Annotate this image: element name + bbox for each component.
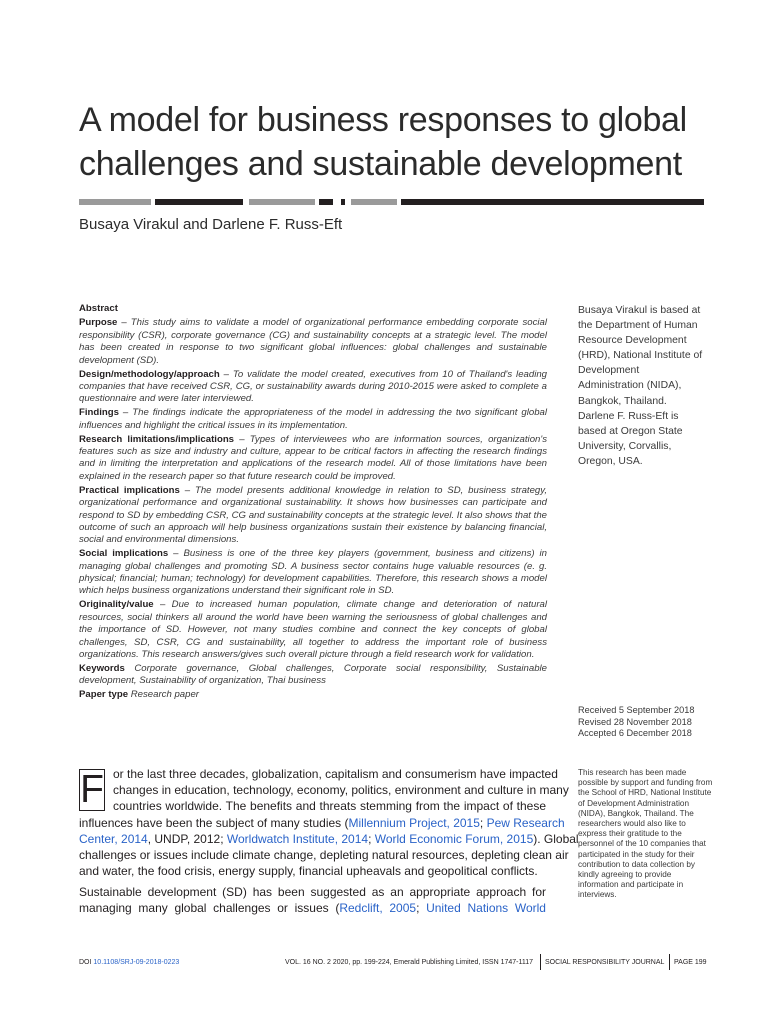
body-paragraph-2: [79, 884, 546, 916]
section-label: Paper type: [79, 689, 129, 701]
section-label: Practical implications: [79, 484, 180, 496]
text-span: ;: [368, 831, 375, 846]
abstract-design: [79, 369, 547, 406]
body-line: or the last three decades, globalization, capitalism and consumerism have impacted: [113, 767, 558, 781]
abstract-originality: [79, 599, 547, 661]
publication-dates: [578, 705, 703, 740]
text-span: ;: [416, 901, 427, 916]
footer-volume: VOL. 16 NO. 2 2020, pp. 199-224, Emerald Publishing Limited, ISSN 1747-1117: [285, 959, 534, 966]
section-text: Types of interviewees who are information sources, organization's features such as size and industry and culture, appear to be critical factors in affecting the research findings and in limiting the interpretation and applications of the research model. All of those limitations have been explained in the research paper so that future research could be improved.: [79, 433, 547, 482]
citation-link[interactable]: Millennium Project, 2015: [348, 815, 480, 830]
citation-link[interactable]: World Economic Forum, 2015: [374, 831, 534, 846]
footer-page: PAGE 199: [674, 959, 707, 966]
section-text: The model presents additional knowledge in relation to SD, business strategy, organizational performance and organizational sustainability. It shows how businesses can participate and respond to SD by embedding CSR, CG and sustainability concepts at the strategic level. It also shows that the outcome of such an approach will help business organizations sustain their existence by balancing financial, social and environmental dimensions.: [79, 484, 547, 546]
section-label: Keywords: [79, 662, 125, 674]
author-affiliations: Busaya Virakul is based at the Department of Human Resource Development (HRD), National Institute of Development Administration (NIDA), Bangkok, Thailand. Darlene F. Russ-Eft is based at Oregon State University, Corvallis, Oregon, USA.: [578, 305, 703, 467]
section-separator: –: [219, 368, 233, 380]
doi-link[interactable]: 10.1108/SRJ-09-2018-0223: [93, 959, 180, 966]
section-separator: –: [168, 548, 184, 560]
body-line: [79, 900, 546, 916]
section-label: Social implications: [79, 548, 169, 560]
section-label: Research limitations/implications: [79, 433, 235, 445]
section-text: Corporate governance, Global challenges, Corporate social responsibility, Sustainable development, Sustainability of organization, Thai business: [79, 662, 548, 687]
body-paragraph-1: [79, 815, 579, 880]
text-span: ). Global: [533, 831, 579, 846]
authors-conjunction: and: [182, 216, 208, 233]
text-span: managing many global challenges or issues (: [79, 901, 340, 916]
authors-line: [79, 216, 342, 233]
section-text: Due to increased human population, climate change and deterioration of natural resources, social thinkers all around the world have been warning the seriousness of global challenges and the importance of SD. However, not many studies combine and connect the key concepts of global challenges, SD, CSR, CG and sustainability, all together to address the important role of business organizations. This research answers/gives such overall picture through a field research work for validation.: [79, 599, 547, 660]
section-separator: [125, 663, 134, 674]
citation-link[interactable]: Pew Research: [486, 815, 565, 830]
abstract-social: [79, 548, 547, 598]
section-separator: –: [234, 433, 250, 445]
article-title: [79, 98, 719, 186]
author-1: Busaya Virakul: [79, 216, 179, 233]
body-line: Sustainable development (SD) has been suggested as an appropriate approach for: [79, 885, 546, 899]
abstract-keywords: [79, 663, 547, 688]
text-span: influences have been the subject of many studies (: [79, 815, 349, 830]
section-separator: –: [179, 484, 195, 496]
footer-divider: [540, 954, 541, 970]
abstract-heading: Abstract: [79, 303, 118, 314]
section-separator: –: [117, 317, 131, 329]
body-paragraph-1-indented: [113, 766, 569, 815]
section-label: Findings: [79, 407, 119, 419]
section-text: To validate the model created, executives from 10 of Thailand's leading companies that have received CSR, CG, or sustainability awards during 2010-2015 were asked to complete a questionnaire and were later interviewed.: [79, 368, 547, 405]
citation-link[interactable]: Center, 2014: [79, 831, 148, 846]
section-label: Design/methodology/approach: [79, 368, 220, 380]
abstract-purpose: [79, 317, 547, 367]
section-separator: –: [118, 407, 133, 419]
title-line-1: A model for business responses to global: [79, 101, 687, 139]
received-date: Received 5 September 2018: [578, 705, 695, 715]
footer-divider: [669, 954, 670, 970]
section-text: Research paper: [130, 689, 199, 701]
citation-link[interactable]: United Nations World: [426, 901, 546, 916]
section-text: The findings indicate the appropriateness of the model in addressing the two significant global influences and highlight the critical issues in its implementation.: [79, 407, 548, 431]
text-span: , UNDP, 2012;: [147, 831, 227, 846]
title-line-2: challenges and sustainable development: [79, 145, 682, 183]
revised-date: Revised 28 November 2018: [578, 716, 692, 727]
decorative-title-rule: [79, 199, 704, 205]
body-line: [79, 831, 579, 847]
abstract-block: [79, 303, 547, 703]
citation-link[interactable]: Worldwatch Institute, 2014: [226, 831, 369, 846]
funding-note: This research has been made possible by support and funding from the School of HRD, National Institute of Development Administration (NIDA), Bangkok, Thailand. The researchers would also like to express their gratitude to the personnel of the 10 companies that participated in the study for their contribution to data collection by kindly agreeing to provide information and participate in interviews.: [578, 768, 713, 900]
abstract-paper-type: [79, 689, 547, 701]
drop-cap: F: [80, 768, 104, 811]
body-line: changes in education, technology, economy, politics, environment and culture in many: [113, 783, 569, 798]
body-line: challenges or issues include climate change, depleting natural resources, depleting clean air: [79, 848, 569, 862]
abstract-findings: [79, 407, 547, 432]
section-text: Business is one of the three key players (government, business and citizens) in managing global challenges and promoting SD. A business sector contains huge valuable resources (e. g. physical; financial; human; technology) for development capabilities. Therefore, this research shows a model which helps business organizations understand their significant role in SD.: [79, 548, 547, 597]
citation-link[interactable]: Redclift, 2005: [339, 901, 417, 916]
body-line: countries worldwide. The benefits and threats stemming from the impact of these: [113, 799, 546, 814]
text-span: ;: [479, 815, 487, 830]
body-line: [79, 815, 565, 831]
author-2: Darlene F. Russ-Eft: [212, 216, 343, 233]
accepted-date: Accepted 6 December 2018: [578, 728, 692, 739]
abstract-limitations: [79, 434, 547, 484]
footer-doi: [79, 959, 179, 966]
doi-prefix: DOI: [79, 959, 92, 966]
section-text: This study aims to validate a model of organizational performance embedding corporate social responsibility (CSR), corporate governance (CG) and sustainability concepts at a strategic level. The model has been created in response to two significant global influences: global challenges and sustainable development (SD).: [79, 317, 547, 366]
footer-journal: SOCIAL RESPONSIBILITY JOURNAL: [545, 959, 665, 966]
section-label: Originality/value: [79, 599, 154, 611]
section-label: Purpose: [79, 317, 118, 329]
body-line: and water, the food crisis, energy supply, financial upheavals and geopolitical conflicts.: [79, 864, 538, 879]
abstract-practical: [79, 485, 547, 547]
section-separator: –: [153, 599, 172, 611]
